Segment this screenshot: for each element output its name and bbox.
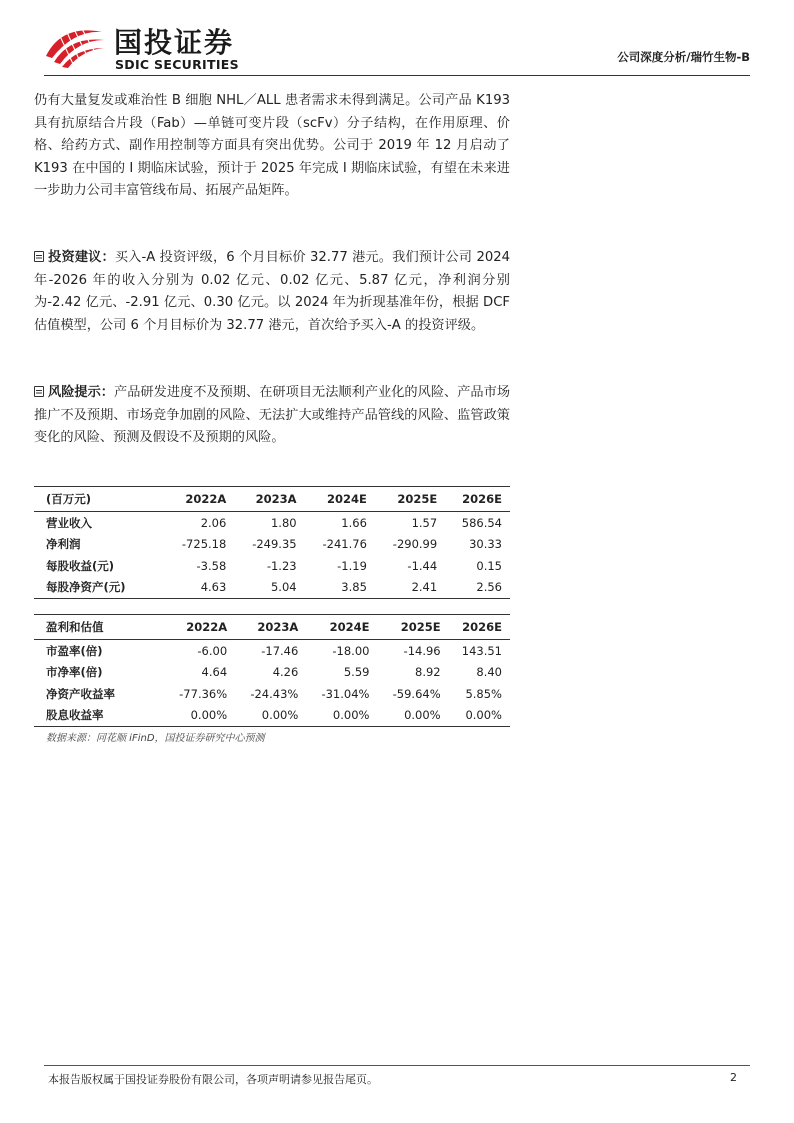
brand-name-cn: 国投证券 bbox=[114, 26, 235, 59]
table-row bbox=[34, 683, 510, 705]
investment-advice-text: 买入-A 投资评级，6 个月目标价 32.77 港元。我们预计公司 2024 年-2026 年的收入分别为 0.02 亿元、0.02 亿元、5.87 亿元，净利润分别为-2.42 亿元、-2.91 亿元、0.30 亿元。以 2024 年为折现基准年份，根据 DCF 估值模型，公司 6 个月目标价为 32.77 港元，首次给予买入-A 的投资评级。 bbox=[34, 250, 511, 333]
table-header-row bbox=[34, 487, 510, 512]
table-header-cell: 2025E bbox=[375, 487, 445, 512]
copyright-disclaimer: 本报告版权属于国投证券股份有限公司，各项声明请参见报告尾页。 bbox=[48, 1073, 378, 1086]
table-cell: 30.33 bbox=[469, 537, 502, 552]
row-label: 股息收益率 bbox=[34, 705, 164, 727]
brand-name-en: SDIC SECURITIES bbox=[115, 57, 239, 72]
risk-warning-title: 风险提示： bbox=[48, 385, 115, 400]
table-cell: 2.56 bbox=[445, 577, 510, 599]
table-cell: -24.43% bbox=[250, 686, 299, 701]
table-cell: 0.15 bbox=[476, 558, 502, 573]
k193-paragraph: 仍有大量复发或难治性 B 细胞 NHL／ALL 患者需求未得到满足。公司产品 K193 具有抗原结合片段（Fab）—单链可变片段（scFv）分子结构，在作用原理、价格、给药方式、副作用控制等方面具有突出优势。公司于 2019 年 12 月启动了 K193 在中国的 I 期临床试验，预计于 2025 年完成 I 期临床试验，有望在未来进一步助力公司丰富管线布局、拓展产品矩阵。 bbox=[34, 93, 510, 198]
financial-summary-table bbox=[34, 486, 510, 599]
table-row bbox=[34, 534, 510, 556]
table-header-cell: 2023A bbox=[234, 487, 304, 512]
table-header-cell: 2022A bbox=[164, 615, 235, 640]
table-cell: 1.66 bbox=[341, 515, 367, 530]
section-bullet-icon bbox=[34, 386, 44, 397]
table-row bbox=[34, 640, 510, 662]
table-cell: -18.00 bbox=[332, 643, 370, 658]
table-cell: 1.57 bbox=[411, 515, 438, 530]
table-cell: -3.58 bbox=[196, 558, 227, 573]
table-cell: -77.36% bbox=[179, 686, 228, 701]
table-cell: -6.00 bbox=[197, 643, 228, 658]
table-cell: -1.19 bbox=[337, 558, 367, 573]
table-cell: 4.26 bbox=[272, 665, 299, 680]
table-header-cell: 盈利和估值 bbox=[34, 615, 164, 640]
table-cell: 0.00% bbox=[164, 705, 235, 727]
report-category: 公司深度分析/瑞竹生物-B bbox=[617, 50, 750, 64]
table-cell: -249.35 bbox=[252, 537, 297, 552]
footer-divider bbox=[44, 1065, 750, 1066]
table-row bbox=[34, 705, 510, 727]
row-label: 净利润 bbox=[46, 537, 81, 552]
row-label: 市盈率(倍) bbox=[46, 643, 103, 658]
data-source-note: 数据来源：同花顺 iFinD，国投证券研究中心预测 bbox=[46, 733, 265, 744]
table-header-cell: 2023A bbox=[235, 615, 306, 640]
table-cell: 0.00% bbox=[235, 705, 306, 727]
row-label: 每股收益(元) bbox=[46, 558, 115, 573]
risk-warning-paragraph bbox=[34, 382, 510, 450]
table-cell: -725.18 bbox=[181, 537, 227, 552]
table-cell: 4.63 bbox=[164, 577, 234, 599]
row-label: 营业收入 bbox=[46, 515, 92, 530]
valuation-table bbox=[34, 614, 510, 727]
table-header-cell: 2022A bbox=[164, 487, 234, 512]
table-row bbox=[34, 662, 510, 684]
table-cell: -241.76 bbox=[322, 537, 367, 552]
investment-advice-paragraph bbox=[34, 247, 510, 337]
table-cell: -1.44 bbox=[407, 558, 438, 573]
table-header-cell: 2026E bbox=[449, 615, 510, 640]
table-cell: 8.40 bbox=[476, 665, 502, 680]
table-cell: 586.54 bbox=[461, 515, 502, 530]
row-label: 市净率(倍) bbox=[46, 665, 103, 680]
section-bullet-icon bbox=[34, 251, 44, 262]
table-cell: 0.00% bbox=[377, 705, 448, 727]
header-divider bbox=[44, 75, 750, 76]
table-cell: -290.99 bbox=[392, 537, 438, 552]
table-header-row bbox=[34, 615, 510, 640]
table-cell: -1.23 bbox=[266, 558, 297, 573]
table-cell: 5.85% bbox=[465, 686, 502, 701]
table-cell: 5.04 bbox=[234, 577, 304, 599]
table-cell: 8.92 bbox=[415, 665, 441, 680]
table-cell: 4.64 bbox=[201, 665, 228, 680]
table-cell: 5.59 bbox=[343, 665, 370, 680]
table-cell: 0.00% bbox=[449, 705, 510, 727]
table-cell: -59.64% bbox=[392, 686, 441, 701]
table-header-cell: 2024E bbox=[306, 615, 377, 640]
table-cell: -31.04% bbox=[321, 686, 370, 701]
table-header-cell: (百万元) bbox=[34, 487, 164, 512]
table-cell: 0.00% bbox=[306, 705, 377, 727]
table-row bbox=[34, 577, 510, 599]
table-row bbox=[34, 512, 510, 534]
table-cell: 2.41 bbox=[375, 577, 445, 599]
row-label: 每股净资产(元) bbox=[34, 577, 164, 599]
page-number: 2 bbox=[730, 1071, 737, 1084]
sdic-logo-icon bbox=[44, 26, 106, 68]
investment-advice-title: 投资建议： bbox=[48, 250, 115, 265]
page-header bbox=[0, 0, 794, 80]
row-label: 净资产收益率 bbox=[46, 686, 115, 701]
table-row bbox=[34, 555, 510, 577]
table-header-cell: 2025E bbox=[377, 615, 448, 640]
table-cell: 1.80 bbox=[270, 515, 297, 530]
table-cell: 143.51 bbox=[461, 643, 502, 658]
table-cell: 2.06 bbox=[200, 515, 227, 530]
table-cell: -17.46 bbox=[261, 643, 299, 658]
risk-warning-text: 产品研发进度不及预期、在研项目无法顺利产业化的风险、产品市场推广不及预期、市场竞争加剧的风险、无法扩大或维持产品管线的风险、监管政策变化的风险、预测及假设不及预期的风险。 bbox=[34, 385, 511, 445]
table-header-cell: 2026E bbox=[445, 487, 510, 512]
table-cell: -14.96 bbox=[403, 643, 441, 658]
table-cell: 3.85 bbox=[305, 577, 375, 599]
table-header-cell: 2024E bbox=[305, 487, 375, 512]
